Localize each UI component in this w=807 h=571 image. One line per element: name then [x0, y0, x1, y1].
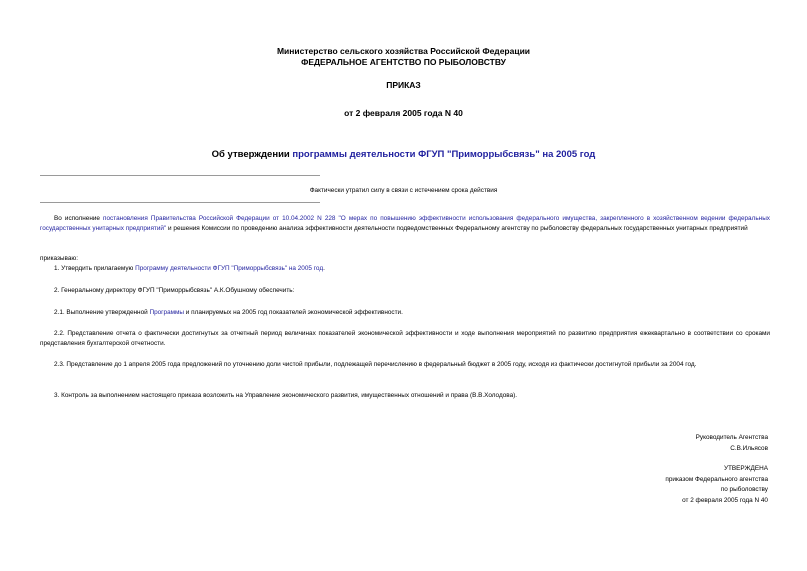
approval-block	[665, 464, 768, 506]
order-word: приказываю:	[40, 255, 78, 262]
status-note: Фактически утратил силу в связи с истечением срока действия	[309, 187, 498, 194]
signature-name: С.В.Ильясов	[730, 444, 768, 452]
item-2-1-suffix: и планируемых на 2005 год показателей экономической эффективности.	[184, 309, 403, 316]
divider-top	[40, 175, 320, 176]
item-2-1-prefix: 2.1. Выполнение утвержденной	[54, 309, 150, 316]
agency-name: ФЕДЕРАЛЬНОЕ АГЕНТСТВО ПО РЫБОЛОВСТВУ	[301, 57, 506, 67]
program-short-link[interactable]: Программы	[149, 309, 185, 316]
resolution-link[interactable]: постановления Правительства Российской Федерации от 10.04.2002 N 228 "О мерах по повышению эффективности использования федерального имущества, закрепленного в хозяйственном ведении федеральных государственных унитарных предприятий"	[40, 215, 770, 232]
item-2-1	[40, 308, 770, 318]
approval-line-3: по рыболовству	[720, 486, 768, 493]
item-1-prefix: 1. Утвердить прилагаемую	[54, 265, 136, 272]
document-title	[0, 149, 807, 161]
divider-bottom	[40, 202, 320, 203]
document-type: ПРИКАЗ	[386, 80, 421, 90]
item-2-3: 2.3. Представление до 1 апреля 2005 года предложений по уточнению доли чистой прибыли, подлежащей перечислению в федеральный бюджет в 2005 году, исходя из фактически достигнутой прибыли за 2004 год.	[54, 361, 697, 368]
title-prefix: Об утверждении	[211, 149, 293, 160]
item-1-suffix: .	[323, 265, 325, 272]
item-2: 2. Генеральному директору ФГУП "Приморрыбсвязь" А.К.Обушному обеспечить:	[54, 287, 295, 294]
signature-block	[696, 433, 768, 454]
preamble-rest: и решения Комиссии по проведению анализа эффективности деятельности подведомственных Федеральному агентству по рыболовству федеральных государственных унитарных предприятий	[166, 225, 748, 232]
ministry-name: Министерство сельского хозяйства Российской Федерации	[276, 46, 531, 56]
title-program-link[interactable]: программы деятельности ФГУП "Приморрыбсвязь" на 2005 год	[292, 149, 596, 160]
approval-line-1: УТВЕРЖДЕНА	[723, 465, 768, 472]
approval-line-2: приказом Федерального агентства	[665, 475, 768, 483]
approval-line-4: от 2 февраля 2005 года N 40	[682, 496, 768, 504]
item-1	[40, 264, 770, 274]
program-link[interactable]: Программу деятельности ФГУП "Приморрыбсвязь" на 2005 год	[135, 265, 324, 272]
item-2-2: 2.2. Представление отчета о фактически достигнутых за отчетный период величинах показателей экономической эффективности и ходе выполнения мероприятий по развитию предприятия ежеквартально в соответствии со сроками представления бухгалтерской отчетности.	[40, 330, 770, 347]
preamble-paragraph	[40, 214, 770, 234]
preamble-intro: Во исполнение	[54, 215, 104, 222]
signature-position: Руководитель Агентства	[695, 434, 768, 441]
document-date: от 2 февраля 2005 года N 40	[344, 108, 463, 118]
item-3: 3. Контроль за выполнением настоящего приказа возложить на Управление экономического развития, имущественных отношений и права (В.В.Холодова).	[54, 392, 518, 399]
